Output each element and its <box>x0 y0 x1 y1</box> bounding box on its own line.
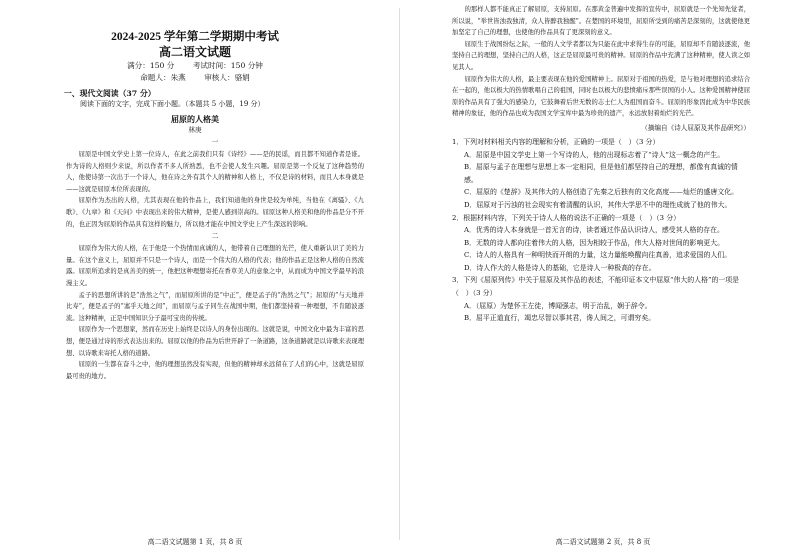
paragraph: 的那样人都不能真正了解屈原，支持屈原。在那黄金普遍中发挥的宣传中，屈原就是一个先知先觉者，所以说，“举世皆浊我独清，众人皆醉我独醒”。在楚国的环境里，屈原所受到的痛苦是深刻的，这就使他更加坚定了自己的理想，也使他的作品具有了更深刻的意义。 <box>452 6 750 37</box>
page-divider <box>399 8 400 540</box>
option: A．屈原是中国文学史上第一个写诗的人，他的出现标志着了“诗人”这一概念的产生。 <box>464 150 725 159</box>
subject-title: 高二语文试题 <box>158 45 231 59</box>
article-author: 林庚 <box>188 126 202 134</box>
paragraph: 屈原作为伟大的人格，最主要表现在他的爱国精神上。屈原对于祖国的热爱，是与他对理想的追求结合在一起的，他以极大的热情歌唱自己的祖国，同时也以极大的悲愤痛斥那些误国的小人。这种爱国精神使屈原的作品具有了强大的感染力，它鼓舞着后世无数的志士仁人为祖国而奋斗。屈原的形象因此成为中华民族精神的象征，他的作品也成为我国文学宝库中最为珍贵的遗产，永远放射着灿烂的光芒。 <box>452 75 750 118</box>
right-page <box>408 0 798 553</box>
paragraph: 屈原作为一个思想家，然而在历史上始终是以诗人的身份出现的。这就是说，中国文化中最为丰富的思想，便是通过诗的形式表达出来的。屈原以他的作品为后世开辟了一条道路，这条道路就是以诗歌来表现理想、以诗歌来寄托人格的道路。 <box>66 326 364 357</box>
exam-meta-row2 <box>0 72 390 84</box>
paragraph: 屈原是中国文学史上第一位诗人，在此之前我们只有《诗经》——是的民谣，而且都不知道作者是谁。作为诗的人格则少来说，所以作者不多人所熟悉，也不会使人发生兴趣。屈原是第一个反复了这种趋势的人，他使诗第一次出于一个诗人，他在诗之外有其个人的精神和人格上，不仅是诗的材料，而且人本身就是——这就是屈原本位所表现的。 <box>66 151 364 193</box>
paragraph: 屈原作为伟大的人格，在于他是一个热情而真诚的人，他带着自己理想的光芒，使人重新认识了美的力量。在这个意义上，屈原并不只是一个诗人，而是一个伟大的人格的代表；他的作品正是这种人格的自然流露。屈原所追求的是真善美的统一，他把这种理想寄托在香草美人的意象之中，从而成为中国文学最早的浪漫主义。 <box>66 245 364 287</box>
option: B．屈平正道直行，竭忠尽智以事其君，谗人间之，可谓穷矣。 <box>464 314 656 323</box>
article-body <box>66 137 364 382</box>
exam-title: 2024-2025 学年第二学期期中考试 <box>111 31 279 43</box>
paragraph: 屈原生于战国纷纭之际，一般的人文学者都以为只能在此中求得生存的可能，屈原却不肯随波逐流，他坚持自己的理想，坚持自己的人格，这正是屈原最可贵的精神。屈原的作品中充满了这种精神，使人读之如见其人。 <box>452 40 750 71</box>
option: B．屈原与孟子在理想与思想上本一定相同，但是他们都坚持自己的理想，都像有真诚的情感。 <box>464 163 738 184</box>
option: D．诗人作大的人格是诗人的基础，它是诗人一种极高的存在。 <box>464 263 656 272</box>
left-page <box>0 0 390 553</box>
exam-meta-row1 <box>0 60 390 72</box>
section-heading: 一、现代文阅读（37 分） <box>64 89 156 98</box>
option: B．无数的诗人都向往着伟大的人格，因为相较于作品，伟大人格对世间的影响更大。 <box>464 238 725 247</box>
source-citation: （摘编自《诗人屈原及其作品研究》） <box>641 123 750 132</box>
paragraph: 屈原作为杰出的人格，尤其表现在他的作品上，我们知道他的身世是较为单纯，当他在《离骚》、《九歌》、《九章》和《天问》中表现出来的伟大精神，是使人感到崇高的。屈原这种人格美和他的作品是分不开的，也正因为屈原的作品具有这样的魅力，所以他才能在中国文学史上产生深远的影响。 <box>66 197 364 228</box>
reviewer-text: 审核人：骆娟 <box>204 73 250 82</box>
question-2: 2．根据材料内容，下列关于诗人人格的说法不正确的一项是（ ）（3 分） <box>452 213 681 222</box>
article-continued <box>452 4 750 325</box>
instruction: 阅读下面的文字，完成下面小题。（本题共 5 小题，19 分） <box>80 100 265 108</box>
option: A．优秀的诗人本身就是一首无言的诗，读者通过作品认识诗人，感受其人格的存在。 <box>464 226 724 235</box>
time-text: 考试时间：150 分钟 <box>192 61 263 70</box>
page-footer: 高二语文试题第 2 页，共 8 页 <box>555 538 651 546</box>
part-number: 二 <box>211 232 219 241</box>
score-text: 满分：150 分 <box>127 61 175 70</box>
author-text: 命题人：朱燕 <box>140 73 186 82</box>
option: C．屈原的《楚辞》及其伟大的人格创造了先秦之后独有的文化高度——灿烂的盛唐文化。 <box>464 188 739 197</box>
option: A．（屈原）为楚怀王左徒，博闻强志，明于治乱，娴于辞令。 <box>464 301 652 310</box>
part-number: 一 <box>211 138 219 146</box>
paragraph: 屈原的一生都在奋斗之中，他的理想虽然没有实现，但他的精神却永远留在了人们的心中，这就是屈原最可贵的地方。 <box>66 361 364 380</box>
paragraph: 孟子的思想所讲的是“浩然之气”，而屈原所讲的是“中正”，便是孟子的“浩然之气”；屈原的“与天地并比寿”，便是孟子的“塞乎天地之间”，而屈原与孟子同生在战国中期，他们都坚持着一种理想，不肯随波逐流。这种精神，正是中国知识分子最可宝贵的传统。 <box>66 291 364 322</box>
option: D．屈原对于污浊的社会现实有着清醒的认识，其伟大学思不中的理性成就了他的伟大。 <box>464 200 732 209</box>
question-3: 3．下列《屈原列传》中关于屈原及其作品的表述，不能印证本文中屈原“伟大的人格”的一项是（ ）（3 分） <box>452 276 740 298</box>
option: C．诗人的人格具有一种明快而开朗的力量，这力量能唤醒向往真善，追求爱国的人们。 <box>464 251 732 260</box>
page-footer: 高二语文试题第 1 页，共 8 页 <box>147 538 243 546</box>
article-title: 屈原的人格美 <box>171 114 219 124</box>
question-1: 1．下列对材料相关内容的理解和分析，正确的一项是（ ）（3 分） <box>452 137 660 146</box>
